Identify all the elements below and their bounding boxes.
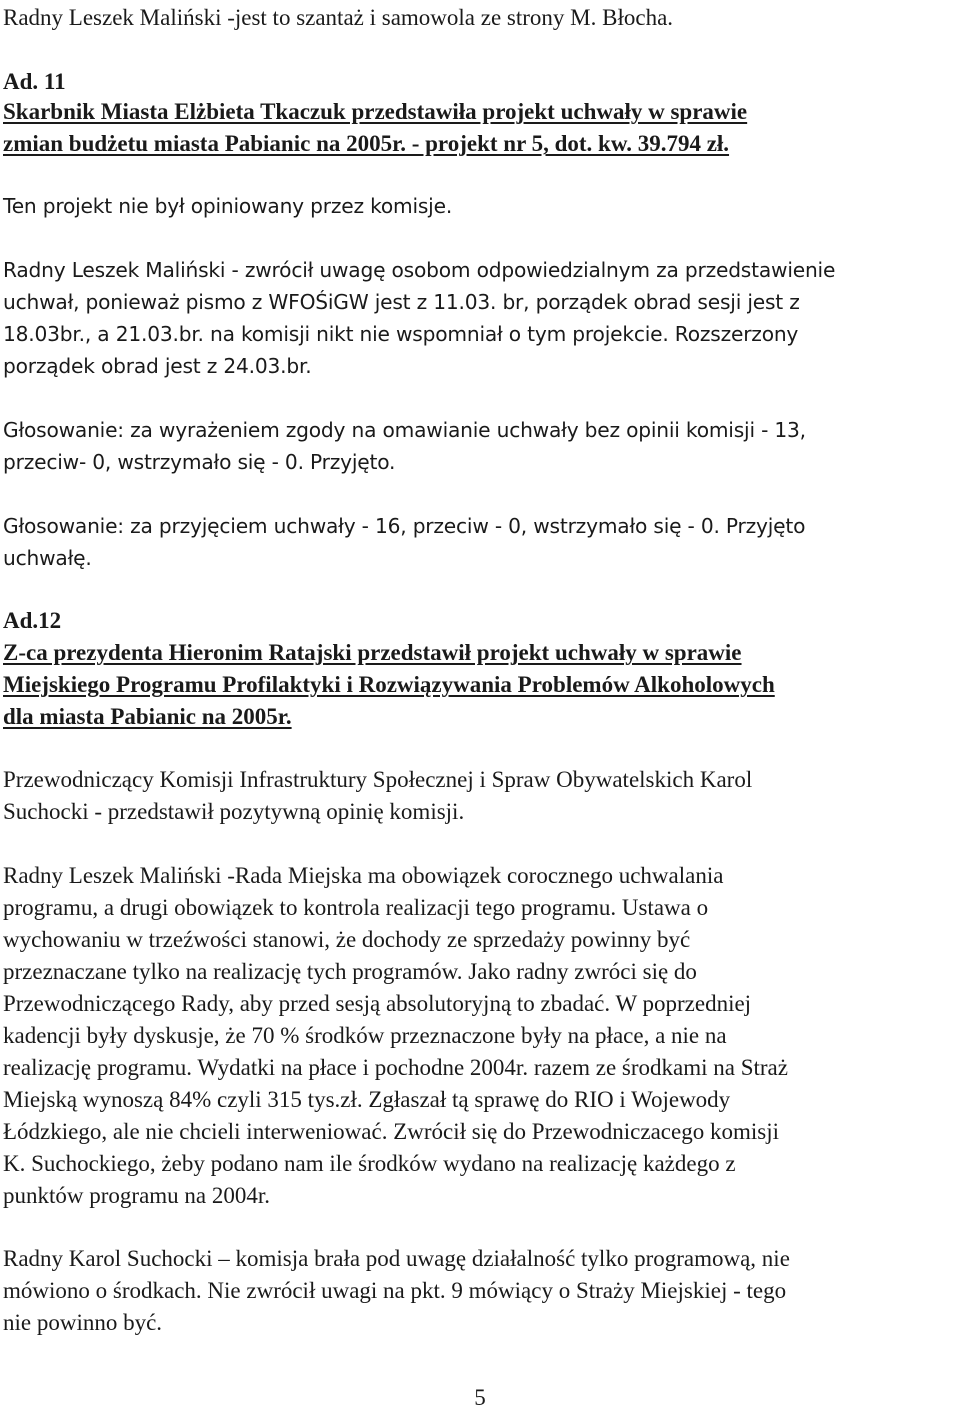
paragraph-malinski-ad-11 bbox=[3, 254, 948, 382]
section-heading-ad-12 bbox=[3, 605, 948, 637]
text-line: przeciw- 0, wstrzymało się - 0. Przyjęto. bbox=[3, 450, 396, 474]
text-line: kadencji były dyskusje, że 70 % środków przeznaczone były na płace, a nie na bbox=[3, 1023, 727, 1048]
text-line: realizację programu. Wydatki na płace i pochodne 2004r. razem ze środkami na Straż bbox=[3, 1055, 788, 1080]
text-line: Suchocki - przedstawił pozytywną opinię komisji. bbox=[3, 799, 465, 824]
text-line: wychowaniu w trzeźwości stanowi, że dochody ze sprzedaży powinny być bbox=[3, 927, 691, 952]
text-line: uchwał, ponieważ pismo z WFOŚiGW jest z 11.03. br, porządek obrad sesji jest z bbox=[3, 290, 800, 314]
text-line: Głosowanie: za przyjęciem uchwały - 16, przeciw - 0, wstrzymało się - 0. Przyjęto bbox=[3, 514, 806, 538]
section-title-ad-12 bbox=[3, 637, 948, 733]
text-line: uchwałę. bbox=[3, 546, 92, 570]
section-title-ad-11 bbox=[3, 96, 948, 160]
text-line: Radny Leszek Maliński -Rada Miejska ma obowiązek corocznego uchwalania bbox=[3, 863, 724, 888]
paragraph-malinski-ad-12 bbox=[3, 860, 948, 1212]
title-line: dla miasta Pabianic na 2005r. bbox=[3, 704, 292, 729]
page-number: 5 bbox=[474, 1385, 486, 1410]
text-line: programu, a drugi obowiązek to kontrola realizacji tego programu. Ustawa o bbox=[3, 895, 709, 920]
text-line: przeznaczane tylko na realizację tych programów. Jako radny zwróci się do bbox=[3, 959, 697, 984]
section-heading-ad-11 bbox=[3, 66, 948, 98]
title-line: zmian budżetu miasta Pabianic na 2005r. - projekt nr 5, dot. kw. 39.794 zł. bbox=[3, 131, 730, 156]
paragraph-vote-1 bbox=[3, 414, 948, 478]
text-line: 18.03br., a 21.03.br. na komisji nikt nie wspomniał o tym projekcie. Rozszerzony bbox=[3, 322, 799, 346]
text-line: punktów programu na 2004r. bbox=[3, 1183, 271, 1208]
text-line: Radny Leszek Maliński - zwrócił uwagę osobom odpowiedzialnym za przedstawienie bbox=[3, 258, 836, 282]
paragraph-no-committee-opinion bbox=[3, 190, 948, 222]
text-line: Radny Leszek Maliński -jest to szantaż i samowola ze strony M. Błocha. bbox=[3, 5, 674, 30]
paragraph-vote-2 bbox=[3, 510, 948, 574]
paragraph-suchocki-reply bbox=[3, 1243, 948, 1339]
text-line: porządek obrad jest z 24.03.br. bbox=[3, 354, 312, 378]
text-line: Łódzkiego, ale nie chcieli interweniować. Zwrócił się do Przewodniczacego komisji bbox=[3, 1119, 779, 1144]
text-line: Głosowanie: za wyrażeniem zgody na omawianie uchwały bez opinii komisji - 13, bbox=[3, 418, 806, 442]
text-line: mówiono o środkach. Nie zwrócił uwagi na pkt. 9 mówiący o Straży Miejskiej - tego bbox=[3, 1278, 787, 1303]
text-line: Miejską wynoszą 84% czyli 315 tys.zł. Zgłaszał tą sprawę do RIO i Wojewody bbox=[3, 1087, 731, 1112]
text-line: K. Suchockiego, żeby podano nam ile środków wydano na realizację każdego z bbox=[3, 1151, 736, 1176]
text-line: Ten projekt nie był opiniowany przez komisje. bbox=[3, 194, 453, 218]
text-line: Przewodniczącego Rady, aby przed sesją absolutoryjną to zbadać. W poprzedniej bbox=[3, 991, 752, 1016]
heading-text: Ad.12 bbox=[3, 608, 62, 633]
title-line: Z-ca prezydenta Hieronim Ratajski przedstawił projekt uchwały w sprawie bbox=[3, 640, 742, 665]
title-line: Miejskiego Programu Profilaktyki i Rozwiązywania Problemów Alkoholowych bbox=[3, 672, 775, 697]
paragraph-suchocki-opinion bbox=[3, 764, 948, 828]
title-line: Skarbnik Miasta Elżbieta Tkaczuk przedstawiła projekt uchwały w sprawie bbox=[3, 99, 748, 124]
paragraph-malinski-remark bbox=[3, 2, 948, 34]
heading-text: Ad. 11 bbox=[3, 69, 66, 94]
text-line: Radny Karol Suchocki – komisja brała pod uwagę działalność tylko programową, nie bbox=[3, 1246, 790, 1271]
text-line: nie powinno być. bbox=[3, 1310, 163, 1335]
text-line: Przewodniczący Komisji Infrastruktury Społecznej i Spraw Obywatelskich Karol bbox=[3, 767, 753, 792]
